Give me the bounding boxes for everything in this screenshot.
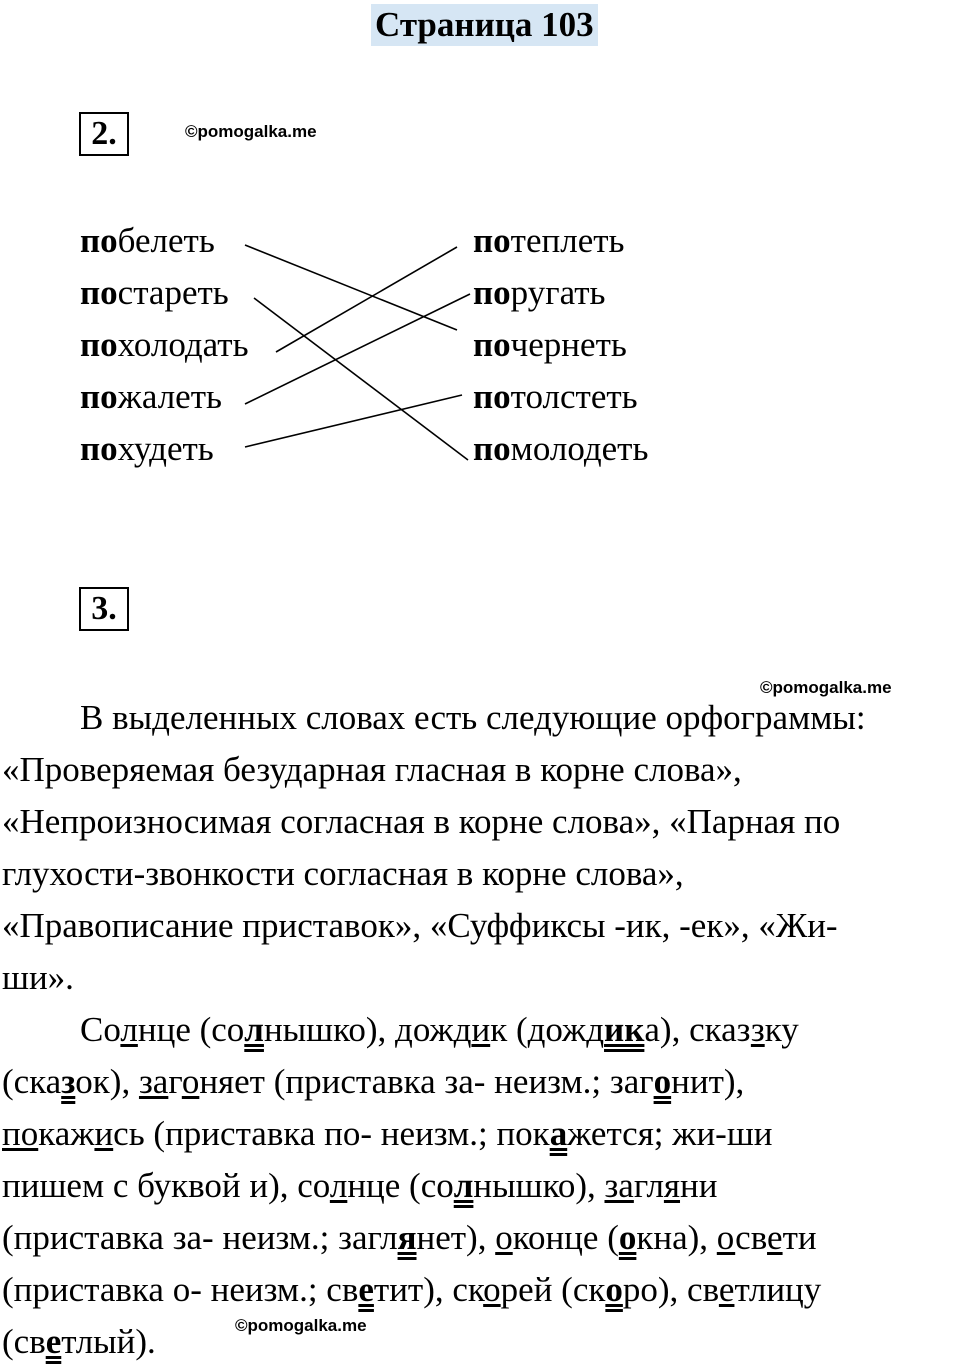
text-line	[2, 1004, 960, 1056]
text-segment: сь (приставка по- неизм.; пок	[113, 1114, 550, 1153]
text-segment: нышко),	[473, 1166, 605, 1205]
text-segment: св	[735, 1218, 768, 1257]
orthogram-mark: л	[453, 1166, 474, 1205]
orthogram-mark: е	[767, 1218, 783, 1257]
text-segment: каж	[38, 1114, 95, 1153]
task-3-answer	[2, 1004, 960, 1368]
text-segment: (приставка о- неизм.; св	[2, 1270, 359, 1309]
orthogram-mark: по	[2, 1114, 39, 1153]
text-segment: тлицу	[734, 1270, 822, 1309]
text-line	[2, 1316, 960, 1368]
text-segment: ти	[782, 1218, 817, 1257]
text-line: ши».	[2, 958, 74, 997]
text-line: «Правописание приставок», «Суффиксы -ик, -ек», «Жи-	[2, 906, 838, 945]
task-3-intro	[2, 692, 960, 1004]
orthogram-mark: за	[138, 1062, 169, 1101]
text-segment: гл	[633, 1166, 664, 1205]
orthogram-mark: л	[329, 1166, 348, 1205]
orthogram-mark: л	[244, 1010, 264, 1049]
task-2-number: 2.	[79, 112, 129, 156]
orthogram-mark: за	[604, 1166, 634, 1205]
right-word: потеплеть	[473, 221, 625, 260]
orthogram-mark: з	[750, 1010, 765, 1049]
match-line-3	[245, 294, 470, 404]
orthogram-mark: я	[663, 1166, 681, 1205]
text-segment: ок),	[75, 1062, 139, 1101]
watermark: ©pomogalka.me	[760, 678, 892, 697]
right-word: почернеть	[473, 325, 627, 364]
left-word: постареть	[80, 273, 229, 312]
orthogram-mark: и	[471, 1010, 491, 1049]
orthogram-mark: е	[358, 1270, 374, 1309]
matching-lines	[0, 0, 960, 520]
orthogram-mark: о	[181, 1062, 200, 1101]
left-word: похудеть	[80, 429, 214, 468]
text-segment: ро), св	[622, 1270, 719, 1309]
left-word: побелеть	[80, 221, 215, 260]
text-segment: а), сказ	[644, 1010, 751, 1049]
text-segment: няет (приставка за- неизм.; заг	[199, 1062, 654, 1101]
orthogram-mark: о	[716, 1218, 736, 1257]
match-line-4	[245, 395, 462, 447]
text-segment: нце (со	[137, 1010, 245, 1049]
page-title: Страница 103	[371, 4, 598, 46]
text-line	[2, 1056, 960, 1108]
orthogram-mark: ик	[604, 1010, 645, 1049]
orthogram-mark: л	[120, 1010, 138, 1049]
text-line	[2, 1108, 960, 1160]
text-segment: конце (	[512, 1218, 619, 1257]
text-segment: пишем с буквой и), со	[2, 1166, 330, 1205]
text-line	[2, 1212, 960, 1264]
text-segment: к (дожд	[490, 1010, 605, 1049]
orthogram-mark: о	[483, 1270, 501, 1309]
orthogram-mark: о	[618, 1218, 637, 1257]
text-segment: нит),	[671, 1062, 745, 1101]
text-segment: тлый).	[61, 1322, 156, 1361]
text-line: «Непроизносимая согласная в корне слова», «Парная по	[2, 802, 841, 841]
text-line: «Проверяемая безударная гласная в корне слова»,	[2, 750, 742, 789]
right-word: потолстеть	[473, 377, 638, 416]
text-segment: нце (со	[347, 1166, 454, 1205]
text-segment: рей (ск	[500, 1270, 606, 1309]
text-segment: нышко), дожд	[263, 1010, 472, 1049]
text-line: В выделенных словах есть следующие орфограммы:	[80, 698, 866, 737]
orthogram-mark: я	[397, 1218, 417, 1257]
text-segment: тит), ск	[373, 1270, 484, 1309]
orthogram-mark: а	[549, 1114, 568, 1153]
right-word: поругать	[473, 273, 606, 312]
text-segment: (ска	[2, 1062, 62, 1101]
text-segment: Со	[80, 1010, 121, 1049]
text-line	[2, 1160, 960, 1212]
match-line-2	[276, 247, 457, 352]
left-word: пожалеть	[80, 377, 222, 416]
match-line-0	[245, 245, 457, 330]
orthogram-mark: е	[45, 1322, 62, 1361]
orthogram-mark: е	[718, 1270, 735, 1309]
text-segment: (св	[2, 1322, 46, 1361]
text-segment: (приставка за- неизм.; загл	[2, 1218, 398, 1257]
left-word: похолодать	[80, 325, 249, 364]
text-segment: ку	[764, 1010, 799, 1049]
orthogram-mark: о	[495, 1218, 513, 1257]
text-line: глухости-звонкости согласная в корне слова»,	[2, 854, 684, 893]
text-line	[2, 1264, 960, 1316]
watermark: ©pomogalka.me	[185, 122, 317, 141]
text-segment: ни	[680, 1166, 718, 1205]
orthogram-mark: о	[653, 1062, 672, 1101]
orthogram-mark: о	[605, 1270, 623, 1309]
text-segment: г	[168, 1062, 182, 1101]
text-segment: жется; жи-ши	[567, 1114, 773, 1153]
task-3-number: 3.	[79, 587, 129, 631]
orthogram-mark: и	[94, 1114, 114, 1153]
orthogram-mark: з	[61, 1062, 76, 1101]
text-segment: кна),	[636, 1218, 717, 1257]
right-word: помолодеть	[473, 429, 649, 468]
watermark: ©pomogalka.me	[235, 1316, 367, 1335]
text-segment: нет),	[416, 1218, 496, 1257]
